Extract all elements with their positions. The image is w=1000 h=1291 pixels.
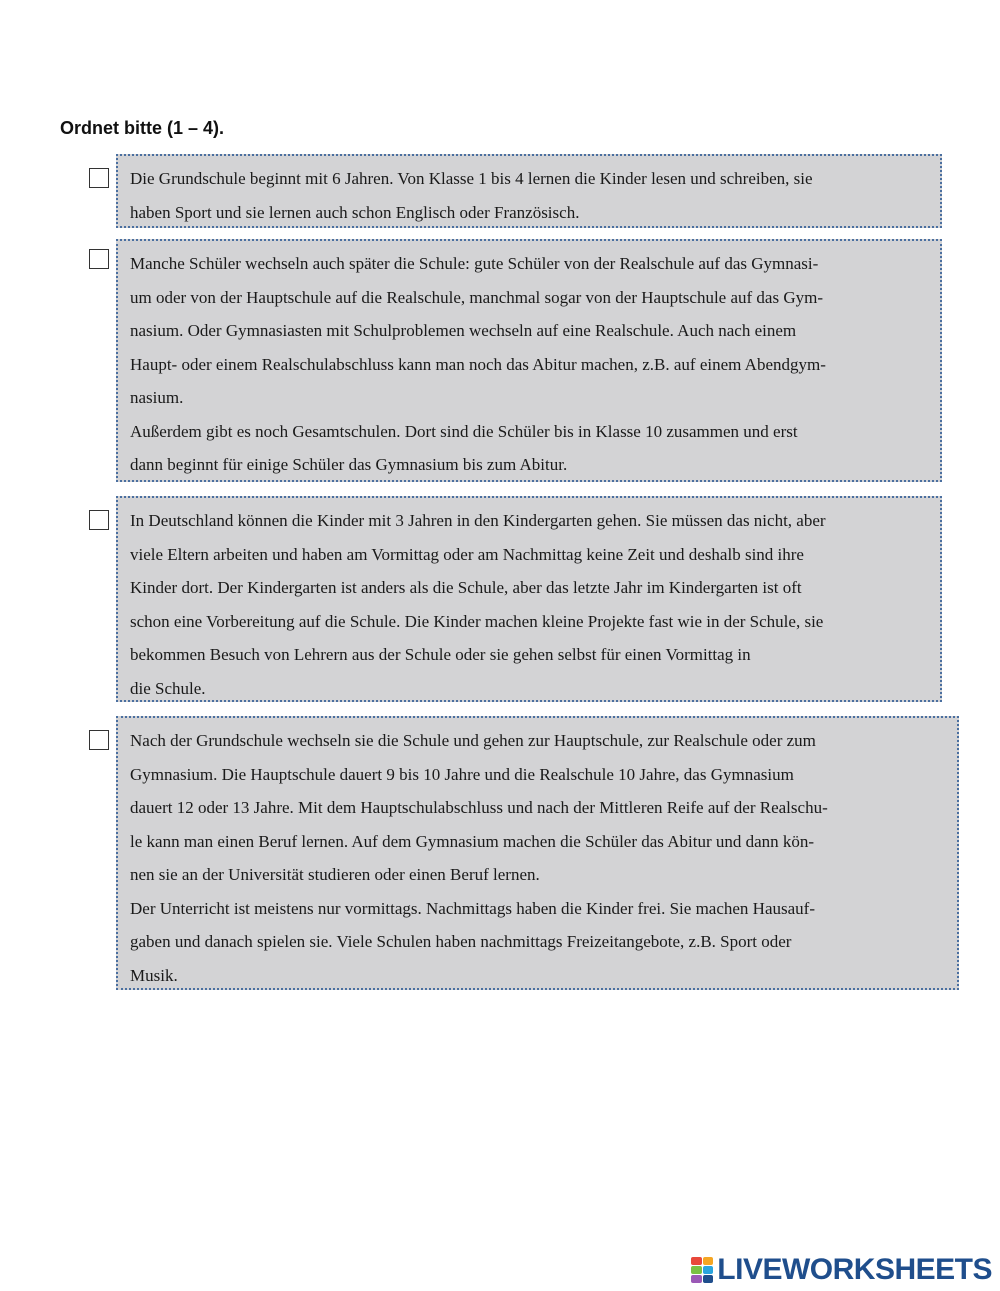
paragraph-line: nasium. Oder Gymnasiasten mit Schulproblemen wechseln auf eine Realschule. Auch nach einem [130,321,797,340]
paragraph-line: Haupt- oder einem Realschulabschluss kann man noch das Abitur machen, z.B. auf einem Abendgym- [130,354,826,374]
paragraph-line: Nach der Grundschule wechseln sie die Schule und gehen zur Hauptschule, zur Realschule oder zum [130,731,816,750]
paragraph-line: dauert 12 oder 13 Jahre. Mit dem Hauptschulabschluss und nach der Mittleren Reife auf der Realschu- [130,798,828,817]
paragraph-line: Der Unterricht ist meistens nur vormittags. Nachmittags haben die Kinder frei. Sie machen Hausauf- [130,898,815,918]
paragraph-line: Manche Schüler wechseln auch später die Schule: gute Schüler von der Realschule auf das Gymnasi- [130,254,819,273]
paragraph-line: viele Eltern arbeiten und haben am Vormittag oder am Nachmittag keine Zeit und deshalb sind ihre [130,544,804,564]
paragraph-box-4[interactable] [116,716,959,990]
paragraph-line: haben Sport und sie lernen auch schon Englisch oder Französisch. [130,202,580,222]
paragraph-line: Gymnasium. Die Hauptschule dauert 9 bis 10 Jahre und die Realschule 10 Jahre, das Gymnasium [130,764,794,784]
paragraph-line: In Deutschland können die Kinder mit 3 Jahren in den Kindergarten gehen. Sie müssen das nicht, aber [130,511,826,530]
order-checkbox-3[interactable] [89,510,109,530]
logo-text: LIVEWORKSHEETS [717,1253,992,1286]
paragraph-line: gaben und danach spielen sie. Viele Schulen haben nachmittags Freizeitangebote, z.B. Sport oder [130,932,792,951]
paragraph-box-1[interactable] [116,154,942,228]
paragraph-box-2[interactable] [116,239,942,482]
paragraph-line: schon eine Vorbereitung auf die Schule. Die Kinder machen kleine Projekte fast wie in der Schule, sie [130,611,824,631]
paragraph-line: le kann man einen Beruf lernen. Auf dem Gymnasium machen die Schüler das Abitur und dann kön- [130,831,815,851]
paragraph-line: bekommen Besuch von Lehrern aus der Schule oder sie gehen selbst für einen Vormittag in [130,645,751,664]
paragraph-line: Kinder dort. Der Kindergarten ist anders als die Schule, aber das letzte Jahr im Kindergarten ist oft [130,578,802,597]
order-checkbox-4[interactable] [89,730,109,750]
paragraph-line: nasium. [130,388,184,407]
paragraph-box-3[interactable] [116,496,942,702]
paragraph-line: Außerdem gibt es noch Gesamtschulen. Dort sind die Schüler bis in Klasse 10 zusammen und erst [130,421,798,441]
paragraph-line: die Schule. [130,678,206,698]
paragraph-line: um oder von der Hauptschule auf die Realschule, manchmal sogar von der Hauptschule auf das Gym- [130,287,824,307]
paragraph-line: nen sie an der Universität studieren oder einen Beruf lernen. [130,865,540,884]
liveworksheets-logo [691,1252,992,1288]
paragraph-line: Die Grundschule beginnt mit 6 Jahren. Von Klasse 1 bis 4 lernen die Kinder lesen und schreiben, sie [130,169,813,188]
paragraph-line: dann beginnt für einige Schüler das Gymnasium bis zum Abitur. [130,455,568,474]
paragraph-line: Musik. [130,965,178,985]
order-checkbox-2[interactable] [89,249,109,269]
logo-tiles-icon [691,1257,713,1283]
instruction-heading: Ordnet bitte (1 – 4). [60,118,225,138]
order-checkbox-1[interactable] [89,168,109,188]
